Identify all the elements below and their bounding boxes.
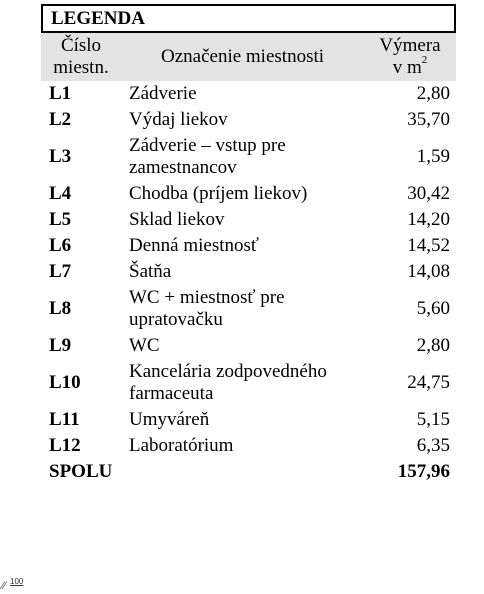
room-area: 14,08 [407,261,450,282]
total-label: SPOLU [49,461,113,482]
room-name: Laboratórium [129,435,234,456]
room-area: 30,42 [407,183,450,204]
table-row [41,233,456,259]
legend-title: LEGENDA [41,4,456,33]
table-row [41,133,456,181]
room-area: 2,80 [416,83,450,104]
scale-slash-mark: ⁄⁄ [2,580,6,592]
table-row [41,433,456,459]
room-number: L9 [49,335,72,356]
room-number: L8 [49,298,72,319]
room-number: L4 [49,183,72,204]
table-row [41,359,456,407]
table-row [41,207,456,233]
room-number: L12 [49,435,81,456]
scale-number: 100 [10,577,24,586]
room-number: L3 [49,146,72,167]
header-area-line2: v m [392,57,422,78]
total-area: 157,96 [397,461,450,482]
room-number: L2 [49,109,72,130]
room-name: WC + miestnosť pre upratovačku [129,287,285,330]
room-area: 24,75 [407,372,450,393]
room-name: Umyváreň [129,409,210,430]
room-number: L10 [49,372,81,393]
legend-table [41,4,456,485]
room-name: WC [129,335,160,356]
room-name: Výdaj liekov [129,109,228,130]
room-number: L5 [49,209,72,230]
table-header-row [41,33,456,81]
header-room-number [41,33,121,81]
room-area: 5,60 [416,298,450,319]
table-row [41,107,456,133]
room-name: Sklad liekov [129,209,225,230]
room-name: Šatňa [129,261,172,282]
table-row [41,181,456,207]
header-room-number-line2: miestn. [53,57,109,78]
room-name: Chodba (príjem liekov) [129,183,308,204]
room-name: Zádverie – vstup pre zamestnancov [129,135,286,178]
room-area: 14,52 [407,235,450,256]
table-row [41,407,456,433]
header-area-line1: Výmera [379,35,441,56]
room-name: Denná miestnosť [129,235,260,256]
room-area: 2,80 [416,335,450,356]
room-area: 35,70 [407,109,450,130]
table-row [41,81,456,107]
room-number: L7 [49,261,72,282]
room-area: 5,15 [416,409,450,430]
header-area-sup: 2 [421,54,428,66]
header-room-number-line1: Číslo [60,35,102,56]
room-area: 14,20 [407,209,450,230]
room-number: L6 [49,235,72,256]
total-row [41,459,456,485]
room-area: 6,35 [416,435,450,456]
rooms-table [41,33,456,485]
table-row [41,285,456,333]
header-room-name: Označenie miestnosti [160,46,325,67]
table-row [41,333,456,359]
room-name: Kancelária zodpovedného farmaceuta [129,361,327,404]
room-number: L11 [49,409,80,430]
room-name: Zádverie [129,83,197,104]
room-number: L1 [49,83,72,104]
header-area [364,33,456,81]
room-area: 1,59 [416,146,450,167]
scale-icon [0,577,26,594]
table-row [41,259,456,285]
